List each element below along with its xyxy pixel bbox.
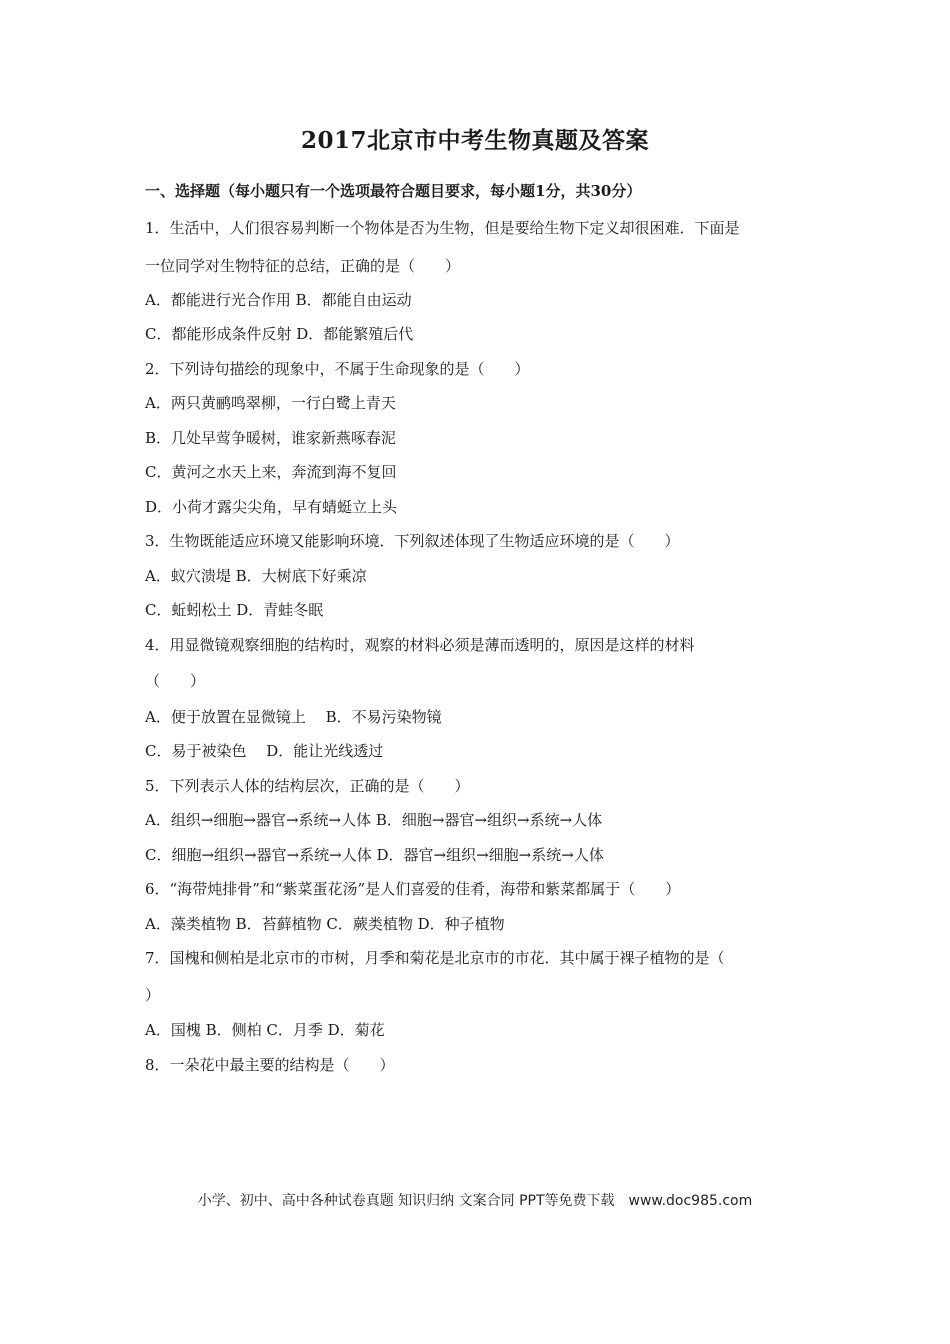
page-footer: 小学、初中、高中各种试卷真题 知识归纳 文案合同 PPT等免费下载 www.doc985.com	[197, 1193, 753, 1209]
question-line: 4．用显微镜观察细胞的结构时，观察的材料必须是薄而透明的，原因是这样的材料	[145, 636, 695, 654]
answer-option-line: A．蚁穴溃堤 B．大树底下好乘凉	[145, 567, 367, 585]
answer-option-line: A．都能进行光合作用 B．都能自由运动	[145, 291, 412, 309]
question-line: （ ）	[145, 672, 206, 690]
answer-option-line: A．藻类植物 B．苔藓植物 C．蕨类植物 D．种子植物	[145, 915, 505, 933]
question-line: 2．下列诗句描绘的现象中，不属于生命现象的是（ ）	[145, 360, 530, 378]
answer-option-line: A．国槐 B．侧柏 C．月季 D．菊花	[145, 1021, 385, 1039]
question-line: 5．下列表示人体的结构层次，正确的是（ ）	[145, 777, 470, 795]
answer-option-line: C．易于被染色 D．能让光线透过	[145, 742, 384, 760]
answer-option-line: C．黄河之水天上来，奔流到海不复回	[145, 463, 397, 481]
question-line: 7．国槐和侧柏是北京市的市树，月季和菊花是北京市的市花．其中属于裸子植物的是（	[145, 949, 725, 967]
question-line: 一位同学对生物特征的总结，正确的是（ ）	[145, 257, 461, 275]
question-line: 3．生物既能适应环境又能影响环境．下列叙述体现了生物适应环境的是（ ）	[145, 532, 680, 550]
answer-option-line: B．几处早莺争暖树，谁家新燕啄春泥	[145, 429, 397, 447]
answer-option-line: D．小荷才露尖尖角，早有蜻蜓立上头	[145, 498, 398, 516]
question-line: ）	[145, 986, 161, 1004]
answer-option-line: C．细胞→组织→器官→系统→人体 D．器官→组织→细胞→系统→人体	[145, 846, 604, 864]
answer-option-line: C．都能形成条件反射 D．都能繁殖后代	[145, 325, 414, 343]
answer-option-line: A．两只黄鹂鸣翠柳，一行白鹭上青天	[145, 394, 396, 412]
question-line: 8．一朵花中最主要的结构是（ ）	[145, 1056, 395, 1074]
answer-option-line: C．蚯蚓松土 D．青蛙冬眠	[145, 601, 324, 619]
document-title: 2017北京市中考生物真题及答案	[300, 127, 649, 154]
answer-option-line: A．组织→细胞→器官→系统→人体 B．细胞→器官→组织→系统→人体	[145, 811, 603, 829]
section-heading: 一、选择题（每小题只有一个选项最符合题目要求，每小题1分，共30分）	[145, 182, 642, 200]
question-line: 6．“海带炖排骨”和“紫菜蛋花汤”是人们喜爱的佳肴，海带和紫菜都属于（ ）	[145, 880, 681, 898]
question-line: 1．生活中，人们很容易判断一个物体是否为生物，但是要给生物下定义却很困难．下面是	[145, 219, 740, 237]
answer-option-line: A．便于放置在显微镜上 B．不易污染物镜	[145, 708, 442, 726]
